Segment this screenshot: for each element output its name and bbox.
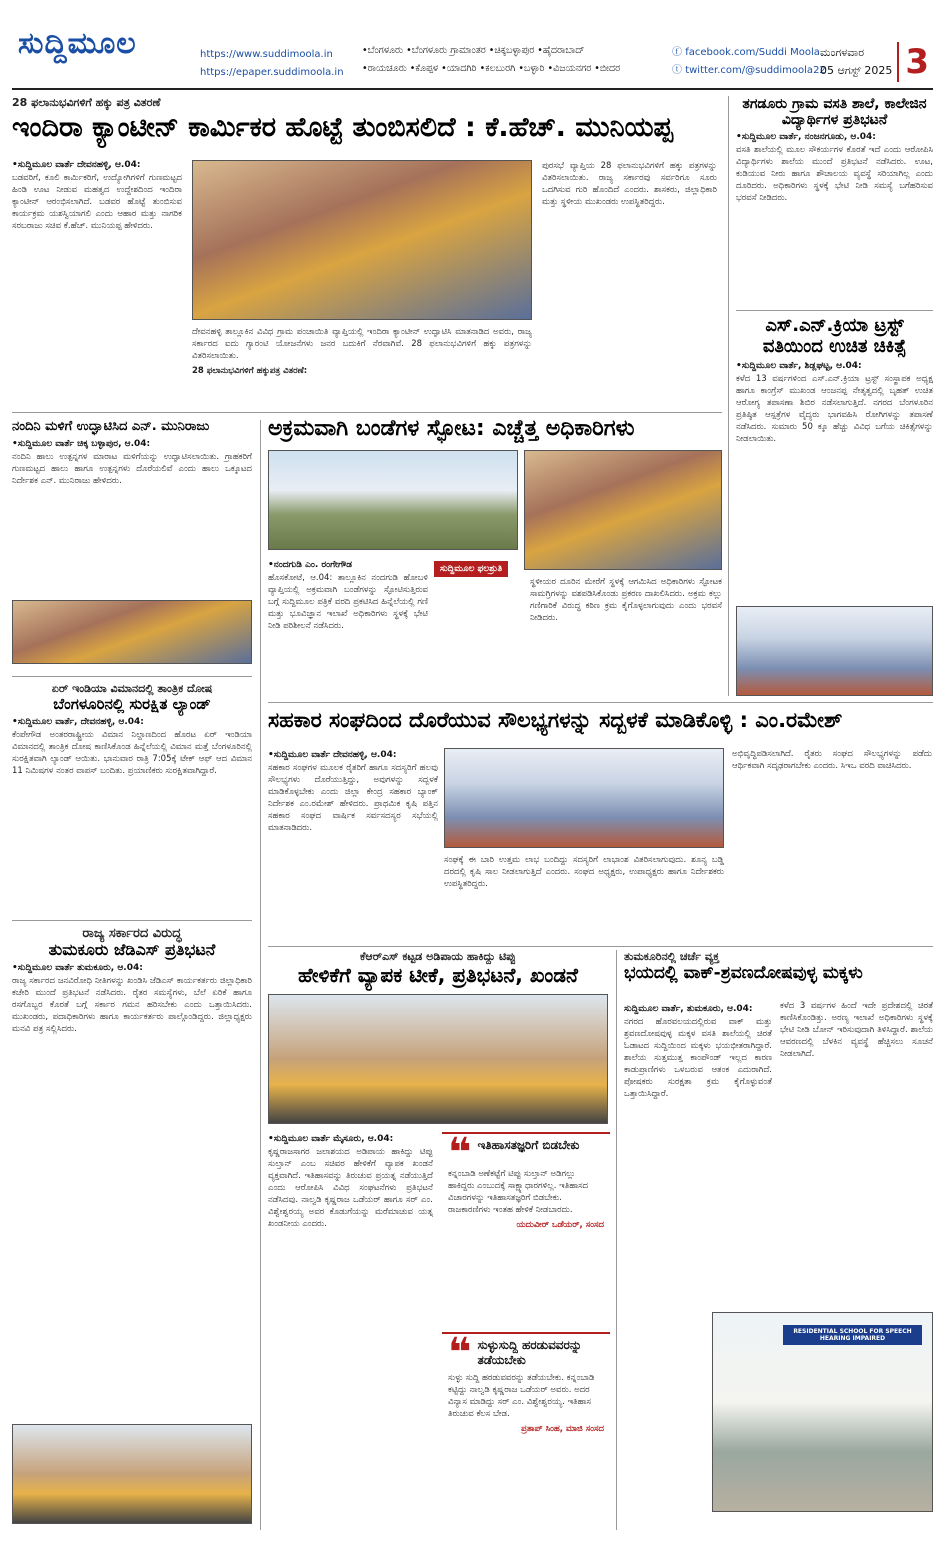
treatment-photo <box>736 606 933 696</box>
quote-1-body: ಕನ್ನಂಬಾಡಿ ಅಣೆಕಟ್ಟೆಗೆ ಟಿಪ್ಪು ಸುಲ್ತಾನ್ ಅಡಿಗಲ್ಲು ಹಾಕಿದ್ದರು ಎಂಬುದಕ್ಕೆ ಸಾಕ್ಷ್ಯಾಧಾರಗಳಿಲ್ಲ. ಇತಿಹಾಸದ ವಿಚಾರಗಳನ್ನು ಇತಿಹಾಸತಜ್ಞರಿಗೆ ಬಿಡಬೇಕು. ರಾಜಕಾರಣಿಗಳು ಇಂತಹ ಹೇಳಿಕೆ ನೀಡಬಾರದು. <box>448 1169 589 1215</box>
social-links <box>672 44 826 80</box>
section-divider <box>12 676 252 677</box>
blasting-story <box>268 416 722 696</box>
school-kicker: ತುಮಕೂರಿನಲ್ಲಿ ಚರ್ಚೆ ವ್ಯಕ್ತ <box>624 950 720 963</box>
date: 05 ಆಗಸ್ಟ್ 2025 <box>820 64 893 77</box>
quote-mark-icon: ❝ <box>448 1330 472 1376</box>
treatment-byline: •ಸುದ್ದಿಮೂಲ ವಾರ್ತೆ, ಶಿಡ್ಲಘಟ್ಟ, ಆ.04: <box>736 361 862 372</box>
quote-2-signature: ಪ್ರತಾಪ್ ಸಿಂಹ, ಮಾಜಿ ಸಂಸದ <box>521 1424 604 1434</box>
cooperative-story <box>268 708 933 938</box>
section-divider <box>12 920 252 921</box>
hostel-body: ವಸತಿ ಶಾಲೆಯಲ್ಲಿ ಮೂಲ ಸೌಕರ್ಯಗಳ ಕೊರತೆ ಇದೆ ಎಂದು ಆರೋಪಿಸಿ ವಿದ್ಯಾರ್ಥಿಗಳು ಶಾಲೆಯ ಮುಂದೆ ಪ್ರತಿಭಟನೆ ನಡೆಸಿದರು. ಊಟ, ಕುಡಿಯುವ ನೀರು ಹಾಗೂ ಶೌಚಾಲಯ ವ್ಯವಸ್ಥೆ ಸರಿಯಾಗಿಲ್ಲ ಎಂದು ದೂರಿದರು. ಅಧಿಕಾರಿಗಳು ಸ್ಥಳಕ್ಕೆ ಭೇಟಿ ನೀಡಿ ಸಮಸ್ಯೆ ಬಗೆಹರಿಸುವ ಭರವಸೆ ನೀಡಿದರು. <box>736 145 933 204</box>
quote-2-title: ಸುಳ್ಳುಸುದ್ದಿ ಹರಡುವವರನ್ನು ತಡೆಯಬೇಕು <box>477 1338 582 1367</box>
treatment-body: ಕಳೆದ 13 ವರ್ಷಗಳಿಂದ ಎಸ್.ಎನ್.ಕ್ರಿಯಾ ಟ್ರಸ್ಟ್ ಸಂಸ್ಥಾಪಕ ಅಧ್ಯಕ್ಷ ಹಾಗೂ ಕಾಂಗ್ರೆಸ್ ಮುಖಂಡ ಆಂಜನಪ್ಪ ನೇತೃತ್ವದಲ್ಲಿ ಬೃಹತ್ ಉಚಿತ ಆರೋಗ್ಯ ತಪಾಸಣಾ ಶಿಬಿರ ನಡೆಸಲಾಗುತ್ತಿದೆ. ನಗರದ ಬೆಂಗಳೂರಿನ ಪ್ರತಿಷ್ಠಿತ ಆಸ್ಪತ್ರೆಗಳ ವೈದ್ಯರು ಭಾಗವಹಿಸಿ ರೋಗಿಗಳನ್ನು ತಪಾಸಣೆ ನಡೆಸಿದರು. ಸುಮಾರು 50 ಕ್ಕೂ ಹೆಚ್ಚು ವಿವಿಧ ಬಗೆಯ ಚಿಕಿತ್ಸೆಗಳನ್ನು ನೀಡಲಾಯಿತು. <box>736 374 933 445</box>
hostel-protest-story <box>736 96 933 301</box>
nandini-byline: •ಸುದ್ದಿಮೂಲ ವಾರ್ತೆ ಚಿಕ್ಕ ಬಳ್ಳಾಪುರ, ಆ.04: <box>12 438 151 449</box>
twitter-icon: ⓣ <box>672 65 686 76</box>
epaper-link[interactable]: https://epaper.suddimoola.in <box>200 67 344 78</box>
blasting-headline: ಅಕ್ರಮವಾಗಿ ಬಂಡೆಗಳ ಸ್ಫೋಟ: ಎಚ್ಚೆತ್ತ ಅಧಿಕಾರಿಗಳು <box>268 416 635 441</box>
website-link[interactable]: https://www.suddimoola.in <box>200 49 333 60</box>
masthead <box>12 12 933 90</box>
school-sign: RESIDENTIAL SCHOOL FOR SPEECH HEARING IMPAIRED <box>783 1325 922 1345</box>
lead-body-2: ದೇವನಹಳ್ಳಿ ತಾಲ್ಲೂಕಿನ ವಿವಿಧ ಗ್ರಾಮ ಪಂಚಾಯಿತಿ ವ್ಯಾಪ್ತಿಯಲ್ಲಿ ಇಂದಿರಾ ಕ್ಯಾಂಟೀನ್ ಉದ್ಘಾಟಿಸಿ ಮಾತನಾಡಿದ ಅವರು, ರಾಜ್ಯ ಸರ್ಕಾರದ ಐದು ಗ್ಯಾರಂಟಿ ಯೋಜನೆಗಳು ಜನರ ಬದುಕಿಗೆ ನೆರವಾಗಿವೆ. 28 ಫಲಾನುಭವಿಗಳಿಗೆ ಹಕ್ಕು ಪತ್ರಗಳನ್ನು ವಿತರಿಸಲಾಯಿತು. <box>192 327 532 361</box>
jds-photo <box>12 1424 252 1524</box>
quote-1-title: ಇತಿಹಾಸತಜ್ಞರಿಗೆ ಬಿಡಬೇಕು <box>477 1138 580 1152</box>
facebook-link[interactable]: ⓕ facebook.com/Suddi Moola <box>672 47 820 58</box>
weekday: ಮಂಗಳವಾರ <box>820 46 865 59</box>
school-body-2: ಕಳೆದ 3 ವರ್ಷಗಳ ಹಿಂದೆ ಇದೇ ಪ್ರದೇಶದಲ್ಲಿ ಚಿರತೆ ಕಾಣಿಸಿಕೊಂಡಿತ್ತು. ಅರಣ್ಯ ಇಲಾಖೆ ಅಧಿಕಾರಿಗಳು ಸ್ಥಳಕ್ಕೆ ಭೇಟಿ ನೀಡಿ ಬೋನ್ ಇರಿಸುವುದಾಗಿ ತಿಳಿಸಿದ್ದಾರೆ. ಶಾಲೆಯ ಆವರಣದಲ್ಲಿ ಬೆಳಕಿನ ವ್ಯವಸ್ಥೆ ಹೆಚ್ಚಿಸಲು ಸೂಚನೆ ನೀಡಲಾಗಿದೆ. <box>780 1001 933 1059</box>
lead-story <box>12 96 722 406</box>
quote-1-signature: ಯದುವೀರ್ ಒಡೆಯರ್, ಸಂಸದ <box>516 1220 604 1230</box>
section-divider <box>268 946 933 947</box>
facebook-icon: ⓕ <box>672 47 686 58</box>
jds-byline: •ಸುದ್ದಿಮೂಲ ವಾರ್ತೆ ತುಮಕೂರು, ಆ.04: <box>12 963 143 974</box>
krs-byline: •ಸುದ್ದಿಮೂಲ ವಾರ್ತೆ ಮೈಸೂರು, ಆ.04: <box>268 1134 394 1144</box>
nandini-headline: ನಂದಿನಿ ಮಳಿಗೆ ಉದ್ಘಾಟಿಸಿದ ಎನ್. ಮುನಿರಾಜು <box>12 419 210 434</box>
cities-line-1: •ಬೆಂಗಳೂರು •ಬೆಂಗಳೂರು ಗ್ರಾಮಾಂತರ •ಚಿಕ್ಕಬಳ್ಳಾಪುರ •ಹೈದರಾಬಾದ್ <box>362 45 585 56</box>
air-headline: ಬೆಂಗಳೂರಿನಲ್ಲಿ ಸುರಕ್ಷಿತ ಲ್ಯಾಂಡ್ <box>53 695 211 713</box>
edition-cities <box>362 42 662 78</box>
quote-2-body: ಸುಳ್ಳು ಸುದ್ದಿ ಹರಡುವವರನ್ನು ತಡೆಯಬೇಕು. ಕನ್ನಂಬಾಡಿ ಕಟ್ಟಿದ್ದು ನಾಲ್ವಡಿ ಕೃಷ್ಣರಾಜ ಒಡೆಯರ್ ಅವರು. ಅದರ ವಿನ್ಯಾಸ ಮಾಡಿದ್ದು ಸರ್ ಎಂ. ವಿಶ್ವೇಶ್ವರಯ್ಯ. ಇತಿಹಾಸ ತಿರುಚುವ ಕೆಲಸ ಬೇಡ. <box>448 1373 595 1419</box>
newspaper-page <box>12 12 933 1533</box>
quote-mark-icon: ❝ <box>448 1130 472 1176</box>
quote-box-2 <box>442 1332 610 1528</box>
jds-protest-story <box>12 926 252 1530</box>
cooperative-body-3: ಅಭಿವೃದ್ಧಿಪಡಿಸಲಾಗಿದೆ. ರೈತರು ಸಂಘದ ಸೌಲಭ್ಯಗಳನ್ನು ಪಡೆದು ಆರ್ಥಿಕವಾಗಿ ಸದೃಢರಾಗಬೇಕು ಎಂದರು. ಸಿಇಒ ವರದಿ ವಾಚಿಸಿದರು. <box>732 749 932 771</box>
section-divider <box>736 310 933 311</box>
free-treatment-story <box>736 316 933 696</box>
cooperative-body-2: ಸಂಘಕ್ಕೆ ಈ ಬಾರಿ ಉತ್ತಮ ಲಾಭ ಬಂದಿದ್ದು ಸದಸ್ಯರಿಗೆ ಲಾಭಾಂಶ ವಿತರಿಸಲಾಗುವುದು. ಶೂನ್ಯ ಬಡ್ಡಿ ದರದಲ್ಲಿ ಕೃಷಿ ಸಾಲ ನೀಡಲಾಗುತ್ತಿದೆ ಎಂದರು. ಸಂಘದ ಅಧ್ಯಕ್ಷರು, ಉಪಾಧ್ಯಕ್ಷರು ಹಾಗೂ ನಿರ್ದೇಶಕರು ಉಪಸ್ಥಿತರಿದ್ದರು. <box>444 855 724 889</box>
air-body: ಕೆಂಪೇಗೌಡ ಅಂತರರಾಷ್ಟ್ರೀಯ ವಿಮಾನ ನಿಲ್ದಾಣದಿಂದ ಹೊರಟ ಏರ್ ಇಂಡಿಯಾ ವಿಮಾನದಲ್ಲಿ ತಾಂತ್ರಿಕ ದೋಷ ಕಾಣಿಸಿಕೊಂಡ ಹಿನ್ನೆಲೆಯಲ್ಲಿ ವಿಮಾನ ಮತ್ತೆ ಬೆಂಗಳೂರಿನಲ್ಲಿ ಸುರಕ್ಷಿತವಾಗಿ ಲ್ಯಾಂಡ್ ಆಯಿತು. ಭಾನುವಾರ ರಾತ್ರಿ 7:05ಕ್ಕೆ ಟೇಕ್ ಆಫ್ ಆದ ವಿಮಾನ 11 ನಿಮಿಷಗಳ ನಂತರ ವಾಪಸ್ ಬಂದಿತು. ಪ್ರಯಾಣಿಕರು ಸುರಕ್ಷಿತವಾಗಿದ್ದಾರೆ. <box>12 730 252 777</box>
impact-stamp: ಸುದ್ದಿಮೂಲ ಫಲಶ್ರುತಿ <box>434 561 508 577</box>
air-byline: •ಸುದ್ದಿಮೂಲ ವಾರ್ತೆ, ದೇವನಹಳ್ಳಿ, ಆ.04: <box>12 717 144 728</box>
page-number: 3 <box>897 42 929 82</box>
nandini-story <box>12 420 252 670</box>
school-photo <box>712 1312 933 1512</box>
web-links <box>200 46 344 82</box>
lead-body: ಬಡವರಿಗೆ, ಕೂಲಿ ಕಾರ್ಮಿಕರಿಗೆ, ಉದ್ಯೋಗಿಗಳಿಗೆ ಗುಣಮಟ್ಟದ ಹಿಂಡಿ ಊಟ ನೀಡುವ ಮಹತ್ವದ ಉದ್ದೇಶದಿಂದ ಇಂದಿರಾ ಕ್ಯಾಂಟೀನ್ ಆರಂಭಿಸಲಾಗಿದೆ. ಬಡವರ ಹೊಟ್ಟೆ ತುಂಬಿಸುವ ಕಾರ್ಯಕ್ರಮ ಯಶಸ್ವಿಯಾಗಲಿ ಎಂದು ಆಹಾರ ಮತ್ತು ನಾಗರಿಕ ಸರಬರಾಜು ಸಚಿವ ಕೆ.ಹೆಚ್. ಮುನಿಯಪ್ಪ ಹೇಳಿದರು. <box>12 173 182 231</box>
cooperative-headline: ಸಹಕಾರ ಸಂಘದಿಂದ ದೊರೆಯುವ ಸೌಲಭ್ಯಗಳನ್ನು ಸದ್ಬಳಕೆ ಮಾಡಿಕೊಳ್ಳಿ : ಎಂ.ರಮೇಶ್ <box>268 708 843 732</box>
krs-headline: ಹೇಳಿಕೆಗೆ ವ್ಯಾಪಕ ಟೀಕೆ, ಪ್ರತಿಭಟನೆ, ಖಂಡನೆ <box>298 963 578 987</box>
lead-subhead: 28 ಫಲಾನುಭವಿಗಳಿಗೆ ಹಕ್ಕುಪತ್ರ ವಿತರಣೆ: <box>192 366 308 376</box>
hostel-byline: •ಸುದ್ದಿಮೂಲ ವಾರ್ತೆ, ನಂಜನಗೂಡು, ಆ.04: <box>736 132 876 143</box>
lead-byline: •ಸುದ್ದಿಮೂಲ ವಾರ್ತೆ ದೇವನಹಳ್ಳಿ, ಆ.04: <box>12 160 141 170</box>
treatment-headline: ಎಸ್.ಎನ್.ಕ್ರಿಯಾ ಟ್ರಸ್ಟ್ ವತಿಯಿಂದ ಉಚಿತ ಚಿಕಿತ್ಸೆ <box>762 315 907 357</box>
school-body: ನಗರದ ಹೊರವಲಯದಲ್ಲಿರುವ ವಾಕ್ ಮತ್ತು ಶ್ರವಣದೋಷವುಳ್ಳ ಮಕ್ಕಳ ವಸತಿ ಶಾಲೆಯಲ್ಲಿ ಚಿರತೆ ಓಡಾಟದ ಸುದ್ದಿಯಿಂದ ಮಕ್ಕಳು ಭಯಭೀತರಾಗಿದ್ದಾರೆ. ಶಾಲೆಯ ಸುತ್ತಮುತ್ತ ಕಾಂಪೌಂಡ್ ಇಲ್ಲದ ಕಾರಣ ಕಾಡುಪ್ರಾಣಿಗಳು ಒಳಬರುವ ಆತಂಕ ಎದುರಾಗಿದೆ. ಪೋಷಕರು ಸುರಕ್ಷತಾ ಕ್ರಮ ಕೈಗೊಳ್ಳುವಂತೆ ಒತ್ತಾಯಿಸಿದ್ದಾರೆ. <box>624 1017 772 1099</box>
jds-headline: ತುಮಕೂರು ಜೆಡಿಎಸ್ ಪ್ರತಿಭಟನೆ <box>48 940 216 959</box>
krs-body: ಕೃಷ್ಣರಾಜಸಾಗರ ಜಲಾಶಯದ ಅಡಿಪಾಯ ಹಾಕಿದ್ದು ಟಿಪ್ಪು ಸುಲ್ತಾನ್ ಎಂಬ ಸಚಿವರ ಹೇಳಿಕೆಗೆ ವ್ಯಾಪಕ ಖಂಡನೆ ವ್ಯಕ್ತವಾಗಿದೆ. ಇತಿಹಾಸವನ್ನು ತಿರುಚುವ ಪ್ರಯತ್ನ ನಡೆಯುತ್ತಿದೆ ಎಂದು ಆರೋಪಿಸಿ ವಿವಿಧ ಸಂಘಟನೆಗಳು ಪ್ರತಿಭಟನೆ ನಡೆಸಿದವು. ನಾಲ್ವಡಿ ಕೃಷ್ಣರಾಜ ಒಡೆಯರ್ ಹಾಗೂ ಸರ್ ಎಂ. ವಿಶ್ವೇಶ್ವರಯ್ಯ ಅವರ ಕೊಡುಗೆಯನ್ನು ಮರೆಮಾಚುವ ಯತ್ನ ಖಂಡನೀಯ ಎಂದರು. <box>268 1147 433 1229</box>
issue-date <box>820 44 892 80</box>
air-kicker: ಏರ್ ಇಂಡಿಯಾ ವಿಮಾನದಲ್ಲಿ ತಾಂತ್ರಿಕ ದೋಷ <box>51 682 213 695</box>
hostel-headline: ತಗಡೂರು ಗ್ರಾಮ ವಸತಿ ಶಾಲೆ, ಕಾಲೇಜಿನ ವಿದ್ಯಾರ್ಥಿಗಳ ಪ್ರತಿಭಟನೆ <box>742 96 927 129</box>
krs-kicker: ಕೆಆರ್‌ಎಸ್ ಕಟ್ಟಡ ಅಡಿಪಾಯ ಹಾಕಿದ್ದು ಟಿಪ್ಪು <box>360 950 516 963</box>
twitter-link[interactable]: ⓣ twitter.com/@suddimoola22 <box>672 65 826 76</box>
column-rule <box>728 96 729 696</box>
blasting-byline: •ನಂದಗುಡಿ ಎಂ. ರಂಗೇಗೌಡ <box>268 560 352 570</box>
school-byline: ಸುದ್ದಿಮೂಲ ವಾರ್ತೆ, ತುಮಕೂರು, ಆ.04: <box>624 1004 753 1014</box>
cooperative-byline: •ಸುದ್ದಿಮೂಲ ವಾರ್ತೆ ದೇವನಹಳ್ಳಿ, ಆ.04: <box>268 750 397 760</box>
column-rule <box>616 950 617 1530</box>
blasting-photo-1 <box>268 450 518 550</box>
blasting-body-2: ಸ್ಥಳೀಯರ ದೂರಿನ ಮೇರೆಗೆ ಸ್ಥಳಕ್ಕೆ ಆಗಮಿಸಿದ ಅಧಿಕಾರಿಗಳು ಸ್ಫೋಟಕ ಸಾಮಗ್ರಿಗಳನ್ನು ವಶಪಡಿಸಿಕೊಂಡು ಪ್ರಕರಣ ದಾಖಲಿಸಿದರು. ಅಕ್ರಮ ಕಲ್ಲು ಗಣಿಗಾರಿಕೆ ವಿರುದ್ಧ ಕಠಿಣ ಕ್ರಮ ಕೈಗೊಳ್ಳಲಾಗುವುದು ಎಂದು ಭರವಸೆ ನೀಡಿದರು. <box>530 577 722 623</box>
nandini-photo <box>12 600 252 664</box>
blasting-body: ಹೊಸಕೋಟೆ, ಆ.04: ತಾಲ್ಲೂಕಿನ ನಂದಗುಡಿ ಹೋಬಳಿ ವ್ಯಾಪ್ತಿಯಲ್ಲಿ ಅಕ್ರಮವಾಗಿ ಬಂಡೆಗಳನ್ನು ಸ್ಫೋಟಿಸುತ್ತಿರುವ ಬಗ್ಗೆ ಸುದ್ದಿಮೂಲ ಪತ್ರಿಕೆ ವರದಿ ಪ್ರಕಟಿಸಿದ ಹಿನ್ನೆಲೆಯಲ್ಲಿ ಗಣಿ ಮತ್ತು ಭೂವಿಜ್ಞಾನ ಇಲಾಖೆ ಅಧಿಕಾರಿಗಳು ಸ್ಥಳಕ್ಕೆ ಭೇಟಿ ನೀಡಿ ಪರಿಶೀಲನೆ ನಡೆಸಿದರು. <box>268 573 428 631</box>
lead-body-3: ಪುರಸಭೆ ವ್ಯಾಪ್ತಿಯ 28 ಫಲಾನುಭವಿಗಳಿಗೆ ಹಕ್ಕು ಪತ್ರಗಳನ್ನು ವಿತರಿಸಲಾಯಿತು. ರಾಜ್ಯ ಸರ್ಕಾರವು ಸರ್ವರಿಗೂ ಸೂರು ಒದಗಿಸುವ ಗುರಿ ಹೊಂದಿದೆ ಎಂದರು. ಶಾಸಕರು, ಜಿಲ್ಲಾಧಿಕಾರಿ ಮತ್ತು ಸ್ಥಳೀಯ ಮುಖಂಡರು ಉಪಸ್ಥಿತರಿದ್ದರು. <box>542 161 717 207</box>
blasting-photo-2 <box>524 450 722 570</box>
krs-photo <box>268 994 608 1124</box>
cities-line-2: •ರಾಯಚೂರು •ಕೊಪ್ಪಳ •ಯಾದಗಿರಿ •ಕಲಬುರಗಿ •ಬಳ್ಳಾರಿ •ವಿಜಯನಗರ •ಬೀದರ <box>362 63 621 74</box>
nandini-body: ನಂದಿನಿ ಹಾಲು ಉತ್ಪನ್ನಗಳ ಮಾರಾಟ ಮಳಿಗೆಯನ್ನು ಉದ್ಘಾಟಿಸಲಾಯಿತು. ಗ್ರಾಹಕರಿಗೆ ಗುಣಮಟ್ಟದ ಹಾಲು ಹಾಗೂ ಉತ್ಪನ್ನಗಳು ದೊರೆಯಲಿವೆ ಎಂದು ಹಾಲು ಒಕ್ಕೂಟದ ನಿರ್ದೇಶಕ ಎನ್. ಮುನಿರಾಜು ಹೇಳಿದರು. <box>12 451 252 486</box>
cooperative-photo <box>444 748 724 848</box>
section-divider <box>12 412 722 413</box>
air-india-story <box>12 682 252 912</box>
section-divider <box>268 702 933 703</box>
jds-body: ರಾಜ್ಯ ಸರ್ಕಾರದ ಜನವಿರೋಧಿ ನೀತಿಗಳನ್ನು ಖಂಡಿಸಿ ಜೆಡಿಎಸ್ ಕಾರ್ಯಕರ್ತರು ಜಿಲ್ಲಾಧಿಕಾರಿ ಕಚೇರಿ ಮುಂದೆ ಪ್ರತಿಭಟನೆ ನಡೆಸಿದರು. ರೈತರ ಸಮಸ್ಯೆಗಳು, ಬೆಲೆ ಏರಿಕೆ ಹಾಗೂ ರಸಗೊಬ್ಬರ ಕೊರತೆ ಬಗ್ಗೆ ಸರ್ಕಾರ ಗಮನ ಹರಿಸಬೇಕು ಎಂದು ಒತ್ತಾಯಿಸಿದರು. ಮುಖಂಡರು, ಪದಾಧಿಕಾರಿಗಳು ಹಾಗೂ ಕಾರ್ಯಕರ್ತರು ಪಾಲ್ಗೊಂಡಿದ್ದರು. ಜಿಲ್ಲಾಧ್ಯಕ್ಷರು ಮನವಿ ಪತ್ರ ಸಲ್ಲಿಸಿದರು. <box>12 976 252 1035</box>
jds-kicker: ರಾಜ್ಯ ಸರ್ಕಾರದ ವಿರುದ್ಧ <box>82 926 182 941</box>
lead-photo <box>192 160 532 320</box>
newspaper-logo: ಸುದ್ದಿಮೂಲ <box>18 26 137 61</box>
school-leopard-story <box>624 950 933 1530</box>
column-rule <box>260 420 261 1530</box>
quote-box-1 <box>442 1132 610 1322</box>
lead-headline: ಇಂದಿರಾ ಕ್ಯಾಂಟೀನ್ ಕಾರ್ಮಿಕರ ಹೊಟ್ಟೆ ತುಂಬಿಸಲಿದೆ : ಕೆ.ಹೆಚ್. ಮುನಿಯಪ್ಪ <box>12 112 673 143</box>
cooperative-body: ಸಹಕಾರ ಸಂಘಗಳ ಮೂಲಕ ರೈತರಿಗೆ ಹಾಗೂ ಸದಸ್ಯರಿಗೆ ಹಲವು ಸೌಲಭ್ಯಗಳು ದೊರೆಯುತ್ತಿದ್ದು, ಅವುಗಳನ್ನು ಸದ್ಬಳಕೆ ಮಾಡಿಕೊಳ್ಳಬೇಕು ಎಂದು ಜಿಲ್ಲಾ ಕೇಂದ್ರ ಸಹಕಾರ ಬ್ಯಾಂಕ್ ನಿರ್ದೇಶಕ ಎಂ.ರಮೇಶ್ ಹೇಳಿದರು. ಪ್ರಾಥಮಿಕ ಕೃಷಿ ಪತ್ತಿನ ಸಹಕಾರ ಸಂಘದ ವಾರ್ಷಿಕ ಸರ್ವಸದಸ್ಯರ ಸಭೆಯಲ್ಲಿ ಮಾತನಾಡಿದರು. <box>268 763 438 833</box>
school-headline: ಭಯದಲ್ಲಿ ವಾಕ್-ಶ್ರವಣದೋಷವುಳ್ಳ ಮಕ್ಕಳು <box>624 963 863 983</box>
lead-kicker: 28 ಫಲಾನುಭವಿಗಳಿಗೆ ಹಕ್ಕು ಪತ್ರ ವಿತರಣೆ <box>12 96 161 109</box>
